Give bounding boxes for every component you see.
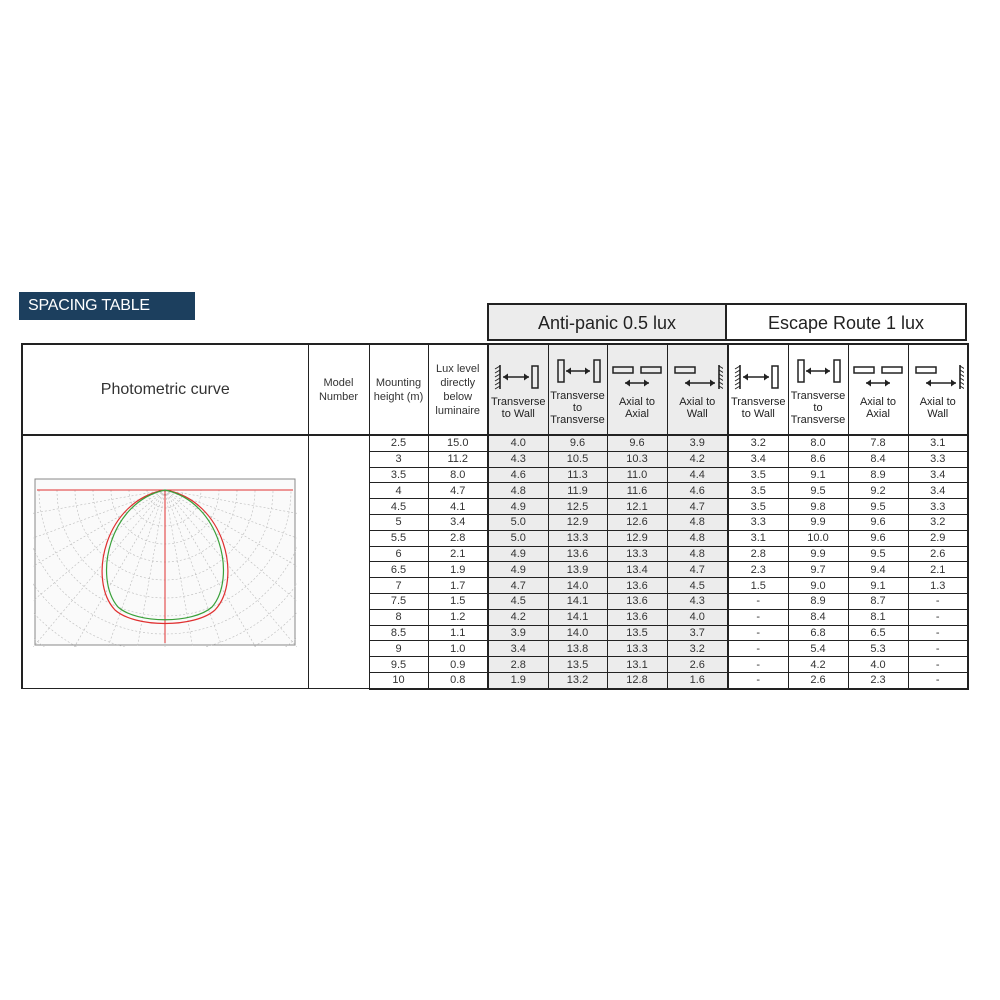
table-cell: 3.3 — [908, 499, 968, 515]
table-cell: 9.1 — [788, 467, 848, 483]
table-cell: 0.9 — [428, 657, 488, 673]
table-cell: 11.3 — [548, 467, 607, 483]
table-cell: 8.0 — [788, 435, 848, 451]
table-cell: 14.0 — [548, 625, 607, 641]
table-cell: 8.7 — [848, 593, 908, 609]
ap-axial-wall-header: Axial to Wall — [667, 344, 728, 435]
table-cell: 4.8 — [667, 514, 728, 530]
table-cell: 13.3 — [607, 641, 667, 657]
table-cell: 3.3 — [728, 514, 788, 530]
er-axial-wall-header: Axial to Wall — [908, 344, 968, 435]
table-cell: 9 — [369, 641, 428, 657]
table-cell: 1.0 — [428, 641, 488, 657]
table-cell: 4 — [369, 483, 428, 499]
table-cell: 4.3 — [667, 593, 728, 609]
table-cell: 13.9 — [548, 562, 607, 578]
table-cell: 3.5 — [728, 499, 788, 515]
table-cell: 13.3 — [548, 530, 607, 546]
table-cell: 9.6 — [607, 435, 667, 451]
table-cell: 1.3 — [908, 578, 968, 594]
table-cell: 4.7 — [667, 499, 728, 515]
table-cell: 11.9 — [548, 483, 607, 499]
table-cell: 9.4 — [848, 562, 908, 578]
table-cell: 1.6 — [667, 672, 728, 688]
table-cell: - — [728, 593, 788, 609]
table-cell: - — [908, 672, 968, 688]
axial-axial-icon — [611, 361, 663, 393]
table-cell: 3.9 — [667, 435, 728, 451]
table-cell: 13.4 — [607, 562, 667, 578]
table-cell: 5.0 — [488, 530, 548, 546]
table-cell: 0.8 — [428, 672, 488, 688]
table-cell: 2.3 — [848, 672, 908, 688]
table-cell: 9.9 — [788, 514, 848, 530]
table-cell: 1.5 — [728, 578, 788, 594]
table-cell: 5.3 — [848, 641, 908, 657]
table-cell: 8.0 — [428, 467, 488, 483]
transverse-transverse-icon — [792, 355, 844, 387]
table-cell: 2.3 — [728, 562, 788, 578]
header-row — [22, 344, 968, 435]
table-cell: 8 — [369, 609, 428, 625]
table-cell: 4.3 — [488, 451, 548, 467]
table-cell: 2.1 — [428, 546, 488, 562]
table-cell: 3.4 — [908, 467, 968, 483]
table-cell: 8.9 — [788, 593, 848, 609]
table-cell: 9.1 — [848, 578, 908, 594]
table-cell: 13.6 — [607, 578, 667, 594]
table-cell: 5.4 — [788, 641, 848, 657]
table-cell: - — [728, 625, 788, 641]
table-cell: 5.5 — [369, 530, 428, 546]
table-cell: 8.1 — [848, 609, 908, 625]
table-cell: 10.0 — [788, 530, 848, 546]
table-cell: 9.0 — [788, 578, 848, 594]
table-cell: 4.7 — [667, 562, 728, 578]
er-transverse-wall-header: Transverse to Wall — [728, 344, 788, 435]
table-cell: 6.5 — [848, 625, 908, 641]
spacing-table-title: SPACING TABLE — [19, 292, 195, 320]
table-cell: 13.5 — [548, 657, 607, 673]
escape-route-group-header: Escape Route 1 lux — [725, 303, 967, 341]
table-cell: 2.8 — [488, 657, 548, 673]
transverse-transverse-icon — [552, 355, 604, 387]
table-cell: 6 — [369, 546, 428, 562]
table-cell: 3.1 — [728, 530, 788, 546]
er-axial-axial-header: Axial to Axial — [848, 344, 908, 435]
lux-level-header: Lux level directly below luminaire — [428, 344, 488, 435]
table-cell: 4.6 — [667, 483, 728, 499]
table-cell: 1.9 — [488, 672, 548, 688]
table-cell: 13.8 — [548, 641, 607, 657]
table-cell: 3.4 — [908, 483, 968, 499]
table-cell: 3.7 — [667, 625, 728, 641]
table-cell: 7.5 — [369, 593, 428, 609]
table-cell: 10.5 — [548, 451, 607, 467]
photometric-curve-header: Photometric curve — [22, 344, 308, 435]
table-cell: 9.8 — [788, 499, 848, 515]
table-cell: - — [728, 657, 788, 673]
table-cell: 2.9 — [908, 530, 968, 546]
table-cell: 4.7 — [488, 578, 548, 594]
table-cell: 10.3 — [607, 451, 667, 467]
table-cell: - — [728, 641, 788, 657]
table-cell: 6.8 — [788, 625, 848, 641]
table-cell: 1.7 — [428, 578, 488, 594]
table-cell: 12.1 — [607, 499, 667, 515]
table-cell: 12.5 — [548, 499, 607, 515]
table-cell: 9.5 — [788, 483, 848, 499]
table-cell: 14.0 — [548, 578, 607, 594]
table-cell: 13.5 — [607, 625, 667, 641]
table-cell: - — [728, 672, 788, 688]
model-number-cell — [308, 435, 369, 689]
table-cell: 9.6 — [848, 530, 908, 546]
table-cell: 3.4 — [728, 451, 788, 467]
table-cell: 3.2 — [728, 435, 788, 451]
table-cell: 8.6 — [788, 451, 848, 467]
table-cell: 12.8 — [607, 672, 667, 688]
table-cell: 3.5 — [728, 483, 788, 499]
table-cell: 3.2 — [908, 514, 968, 530]
table-cell: 4.8 — [667, 546, 728, 562]
table-cell: 4.9 — [488, 499, 548, 515]
model-number-header: Model Number — [308, 344, 369, 435]
table-cell: 2.5 — [369, 435, 428, 451]
ap-transverse-transverse-header: Transverse to Transverse — [548, 344, 607, 435]
table-cell: 4.0 — [488, 435, 548, 451]
table-cell: 7.8 — [848, 435, 908, 451]
table-cell: 9.2 — [848, 483, 908, 499]
table-cell: 5.0 — [488, 514, 548, 530]
wall-transverse-icon — [492, 361, 544, 393]
table-cell: 4.0 — [848, 657, 908, 673]
table-cell: 1.5 — [428, 593, 488, 609]
table-cell: 9.7 — [788, 562, 848, 578]
table-cell: 9.5 — [848, 499, 908, 515]
ap-axial-axial-header: Axial to Axial — [607, 344, 667, 435]
table-cell: 13.6 — [607, 593, 667, 609]
table-cell: 11.2 — [428, 451, 488, 467]
table-cell: 1.1 — [428, 625, 488, 641]
table-cell: 1.2 — [428, 609, 488, 625]
table-cell: 4.2 — [667, 451, 728, 467]
table-cell: - — [908, 657, 968, 673]
table-cell: 9.5 — [369, 657, 428, 673]
table-cell: 9.9 — [788, 546, 848, 562]
table-cell: 3.5 — [728, 467, 788, 483]
photometric-curve-cell — [22, 435, 308, 689]
table-cell: 13.6 — [607, 609, 667, 625]
table-cell: 4.1 — [428, 499, 488, 515]
table-cell: - — [908, 593, 968, 609]
table-cell: 7 — [369, 578, 428, 594]
table-cell: 3.5 — [369, 467, 428, 483]
table-cell: 13.3 — [607, 546, 667, 562]
table-cell: 4.4 — [667, 467, 728, 483]
table-cell: 3 — [369, 451, 428, 467]
table-cell: 14.1 — [548, 609, 607, 625]
table-cell: 3.9 — [488, 625, 548, 641]
table-cell: 13.2 — [548, 672, 607, 688]
table-cell: 3.4 — [488, 641, 548, 657]
table-cell: 9.6 — [848, 514, 908, 530]
table-cell: 10 — [369, 672, 428, 688]
table-cell: 4.9 — [488, 546, 548, 562]
table-cell: 4.5 — [369, 499, 428, 515]
table-cell: 3.4 — [428, 514, 488, 530]
spacing-table — [21, 343, 969, 690]
table-cell: 4.2 — [488, 609, 548, 625]
table-cell: 8.9 — [848, 467, 908, 483]
axial-wall-icon — [671, 361, 723, 393]
er-transverse-transverse-header: Transverse to Transverse — [788, 344, 848, 435]
table-cell: 14.1 — [548, 593, 607, 609]
table-cell: 4.7 — [428, 483, 488, 499]
table-cell: 4.8 — [667, 530, 728, 546]
table-cell: 1.9 — [428, 562, 488, 578]
table-cell: 9.6 — [548, 435, 607, 451]
table-cell: 13.1 — [607, 657, 667, 673]
table-cell: 6.5 — [369, 562, 428, 578]
table-cell: 11.6 — [607, 483, 667, 499]
table-cell: 4.6 — [488, 467, 548, 483]
table-cell: 4.0 — [667, 609, 728, 625]
table-cell: 3.3 — [908, 451, 968, 467]
table-cell: 4.2 — [788, 657, 848, 673]
table-cell: 2.8 — [728, 546, 788, 562]
table-cell: 9.5 — [848, 546, 908, 562]
table-cell: 4.9 — [488, 562, 548, 578]
table-cell: 13.6 — [548, 546, 607, 562]
table-cell: 8.4 — [788, 609, 848, 625]
axial-axial-icon — [852, 361, 904, 393]
table-cell: 12.9 — [607, 530, 667, 546]
table-cell: 4.8 — [488, 483, 548, 499]
table-row — [22, 435, 968, 451]
table-cell: 12.9 — [548, 514, 607, 530]
table-cell: 11.0 — [607, 467, 667, 483]
table-cell: 3.2 — [667, 641, 728, 657]
ap-transverse-wall-header: Transverse to Wall — [488, 344, 548, 435]
wall-transverse-icon — [732, 361, 784, 393]
table-cell: 5 — [369, 514, 428, 530]
table-cell: 4.5 — [488, 593, 548, 609]
table-cell: - — [908, 609, 968, 625]
mounting-height-header: Mounting height (m) — [369, 344, 428, 435]
table-cell: 15.0 — [428, 435, 488, 451]
table-cell: 8.4 — [848, 451, 908, 467]
anti-panic-group-header: Anti-panic 0.5 lux — [487, 303, 727, 341]
table-cell: 2.1 — [908, 562, 968, 578]
table-cell: 8.5 — [369, 625, 428, 641]
table-cell: 2.8 — [428, 530, 488, 546]
table-cell: - — [908, 625, 968, 641]
table-cell: 2.6 — [788, 672, 848, 688]
photometric-curve-chart — [33, 477, 297, 647]
table-cell: 2.6 — [908, 546, 968, 562]
table-cell: 12.6 — [607, 514, 667, 530]
table-cell: 3.1 — [908, 435, 968, 451]
table-cell: 4.5 — [667, 578, 728, 594]
table-cell: - — [908, 641, 968, 657]
table-cell: - — [728, 609, 788, 625]
axial-wall-icon — [912, 361, 964, 393]
table-cell: 2.6 — [667, 657, 728, 673]
